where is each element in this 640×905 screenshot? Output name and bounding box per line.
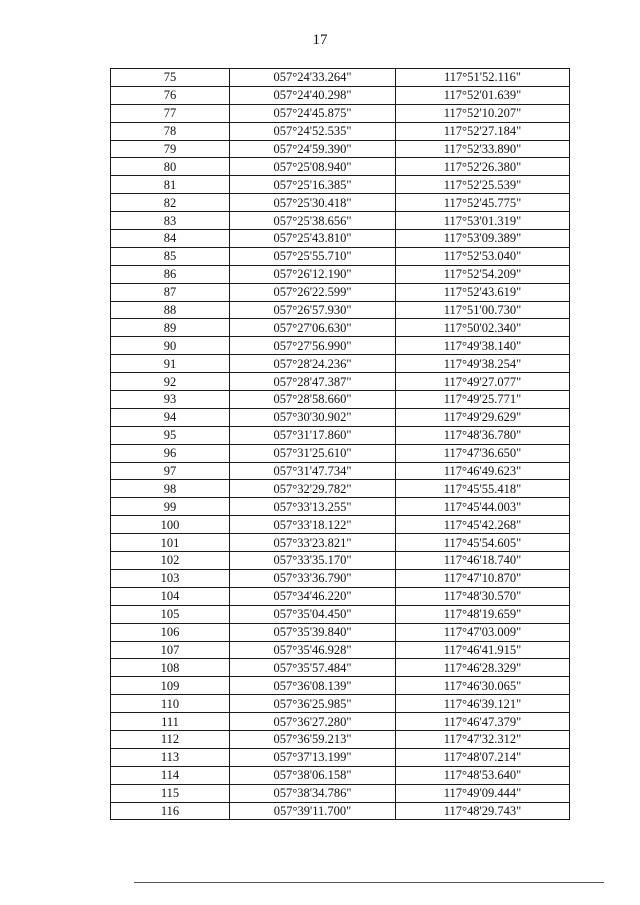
table-row (111, 480, 570, 498)
coordinate-x-cell: 057°38'34.786" (230, 784, 396, 802)
table-row (111, 283, 570, 301)
coordinate-x-cell: 057°32'29.782" (230, 480, 396, 498)
coordinate-x-cell: 057°38'06.158" (230, 766, 396, 784)
table-row (111, 784, 570, 802)
table-row (111, 373, 570, 391)
point-number-cell: 80 (111, 158, 230, 176)
table-row (111, 265, 570, 283)
coordinate-x-cell: 057°36'08.139" (230, 677, 396, 695)
point-number-cell: 99 (111, 498, 230, 516)
point-number-cell: 84 (111, 230, 230, 248)
coordinate-x-cell: 057°27'56.990" (230, 337, 396, 355)
coordinate-y-cell: 117°45'54.605" (396, 534, 570, 552)
coordinate-y-cell: 117°49'38.140" (396, 337, 570, 355)
point-number-cell: 98 (111, 480, 230, 498)
coordinate-x-cell: 057°31'17.860" (230, 426, 396, 444)
point-number-cell: 81 (111, 176, 230, 194)
coordinate-x-cell: 057°26'22.599" (230, 283, 396, 301)
coordinate-y-cell: 117°45'55.418" (396, 480, 570, 498)
coordinate-y-cell: 117°47'03.009" (396, 623, 570, 641)
table-row (111, 391, 570, 409)
point-number-cell: 116 (111, 802, 230, 820)
point-number-cell: 95 (111, 426, 230, 444)
table-row (111, 623, 570, 641)
coordinate-y-cell: 117°46'47.379" (396, 713, 570, 731)
coordinate-y-cell: 117°51'00.730" (396, 301, 570, 319)
table-row (111, 516, 570, 534)
coordinate-x-cell: 057°24'59.390" (230, 140, 396, 158)
coordinate-x-cell: 057°25'08.940" (230, 158, 396, 176)
coordinate-x-cell: 057°35'57.484" (230, 659, 396, 677)
point-number-cell: 102 (111, 552, 230, 570)
table-row (111, 552, 570, 570)
coordinate-x-cell: 057°31'25.610" (230, 444, 396, 462)
table-row (111, 659, 570, 677)
point-number-cell: 97 (111, 462, 230, 480)
point-number-cell: 101 (111, 534, 230, 552)
coordinate-y-cell: 117°46'28.329" (396, 659, 570, 677)
coordinate-x-cell: 057°24'40.298" (230, 86, 396, 104)
coordinate-y-cell: 117°48'29.743" (396, 802, 570, 820)
coordinate-x-cell: 057°26'57.930" (230, 301, 396, 319)
table-row (111, 444, 570, 462)
point-number-cell: 114 (111, 766, 230, 784)
table-row (111, 69, 570, 87)
table-row (111, 158, 570, 176)
point-number-cell: 104 (111, 587, 230, 605)
point-number-cell: 110 (111, 695, 230, 713)
coordinate-y-cell: 117°52'26.380" (396, 158, 570, 176)
table-row (111, 426, 570, 444)
coordinate-y-cell: 117°46'41.915" (396, 641, 570, 659)
coordinate-x-cell: 057°26'12.190" (230, 265, 396, 283)
point-number-cell: 94 (111, 408, 230, 426)
point-number-cell: 108 (111, 659, 230, 677)
coordinate-x-cell: 057°30'30.902" (230, 408, 396, 426)
point-number-cell: 113 (111, 748, 230, 766)
coordinate-y-cell: 117°48'19.659" (396, 605, 570, 623)
table-row (111, 802, 570, 820)
coordinate-x-cell: 057°35'46.928" (230, 641, 396, 659)
coordinate-x-cell: 057°39'11.700" (230, 802, 396, 820)
point-number-cell: 92 (111, 373, 230, 391)
coordinates-table-body (111, 69, 570, 820)
coordinate-x-cell: 057°27'06.630" (230, 319, 396, 337)
coordinate-x-cell: 057°24'45.875" (230, 104, 396, 122)
table-row (111, 337, 570, 355)
table-row (111, 355, 570, 373)
point-number-cell: 91 (111, 355, 230, 373)
coordinate-y-cell: 117°48'07.214" (396, 748, 570, 766)
coordinate-y-cell: 117°49'25.771" (396, 391, 570, 409)
coordinate-x-cell: 057°24'33.264" (230, 69, 396, 87)
table-row (111, 730, 570, 748)
coordinate-x-cell: 057°33'13.255" (230, 498, 396, 516)
table-row (111, 86, 570, 104)
point-number-cell: 87 (111, 283, 230, 301)
coordinates-table (110, 68, 570, 820)
table-row (111, 605, 570, 623)
coordinate-x-cell: 057°35'04.450" (230, 605, 396, 623)
coordinate-x-cell: 057°28'47.387" (230, 373, 396, 391)
coordinate-y-cell: 117°52'10.207" (396, 104, 570, 122)
bottom-divider (134, 882, 604, 883)
coordinate-x-cell: 057°24'52.535" (230, 122, 396, 140)
coordinate-y-cell: 117°52'01.639" (396, 86, 570, 104)
point-number-cell: 107 (111, 641, 230, 659)
coordinate-y-cell: 117°47'10.870" (396, 569, 570, 587)
coordinate-x-cell: 057°28'24.236" (230, 355, 396, 373)
point-number-cell: 105 (111, 605, 230, 623)
table-row (111, 748, 570, 766)
coordinate-x-cell: 057°36'27.280" (230, 713, 396, 731)
coordinate-y-cell: 117°52'53.040" (396, 247, 570, 265)
coordinate-y-cell: 117°47'36.650" (396, 444, 570, 462)
table-row (111, 194, 570, 212)
coordinate-x-cell: 057°31'47.734" (230, 462, 396, 480)
table-row (111, 713, 570, 731)
coordinate-x-cell: 057°37'13.199" (230, 748, 396, 766)
table-row (111, 569, 570, 587)
table-row (111, 408, 570, 426)
coordinate-y-cell: 117°46'39.121" (396, 695, 570, 713)
coordinate-x-cell: 057°34'46.220" (230, 587, 396, 605)
coordinate-y-cell: 117°52'27.184" (396, 122, 570, 140)
coordinate-y-cell: 117°52'43.619" (396, 283, 570, 301)
point-number-cell: 75 (111, 69, 230, 87)
coordinate-y-cell: 117°52'25.539" (396, 176, 570, 194)
coordinate-y-cell: 117°49'29.629" (396, 408, 570, 426)
coordinate-y-cell: 117°49'27.077" (396, 373, 570, 391)
page-number: 17 (312, 32, 328, 48)
coordinate-x-cell: 057°33'36.790" (230, 569, 396, 587)
point-number-cell: 109 (111, 677, 230, 695)
coordinate-x-cell: 057°25'38.656" (230, 212, 396, 230)
table-row (111, 534, 570, 552)
coordinate-y-cell: 117°50'02.340" (396, 319, 570, 337)
coordinate-y-cell: 117°47'32.312" (396, 730, 570, 748)
coordinate-x-cell: 057°36'59.213" (230, 730, 396, 748)
coordinate-x-cell: 057°35'39.840" (230, 623, 396, 641)
table-row (111, 641, 570, 659)
coordinate-y-cell: 117°53'09.389" (396, 230, 570, 248)
coordinate-x-cell: 057°33'35.170" (230, 552, 396, 570)
coordinate-x-cell: 057°25'16.385" (230, 176, 396, 194)
point-number-cell: 79 (111, 140, 230, 158)
point-number-cell: 88 (111, 301, 230, 319)
coordinate-y-cell: 117°49'38.254" (396, 355, 570, 373)
coordinate-y-cell: 117°48'53.640" (396, 766, 570, 784)
coordinate-y-cell: 117°45'42.268" (396, 516, 570, 534)
coordinate-y-cell: 117°45'44.003" (396, 498, 570, 516)
point-number-cell: 77 (111, 104, 230, 122)
table-row (111, 677, 570, 695)
table-row (111, 498, 570, 516)
table-row (111, 462, 570, 480)
table-row (111, 230, 570, 248)
coordinate-y-cell: 117°46'49.623" (396, 462, 570, 480)
coordinate-x-cell: 057°28'58.660" (230, 391, 396, 409)
point-number-cell: 96 (111, 444, 230, 462)
table-row (111, 247, 570, 265)
point-number-cell: 111 (111, 713, 230, 731)
table-row (111, 212, 570, 230)
coordinate-x-cell: 057°25'55.710" (230, 247, 396, 265)
coordinate-y-cell: 117°48'36.780" (396, 426, 570, 444)
point-number-cell: 83 (111, 212, 230, 230)
point-number-cell: 82 (111, 194, 230, 212)
table-row (111, 766, 570, 784)
coordinate-y-cell: 117°52'33.890" (396, 140, 570, 158)
point-number-cell: 76 (111, 86, 230, 104)
table-row (111, 695, 570, 713)
table-row (111, 122, 570, 140)
point-number-cell: 112 (111, 730, 230, 748)
point-number-cell: 89 (111, 319, 230, 337)
point-number-cell: 115 (111, 784, 230, 802)
coordinate-x-cell: 057°25'30.418" (230, 194, 396, 212)
coordinate-x-cell: 057°33'23.821" (230, 534, 396, 552)
coordinate-x-cell: 057°36'25.985" (230, 695, 396, 713)
coordinate-x-cell: 057°33'18.122" (230, 516, 396, 534)
table-row (111, 176, 570, 194)
table-row (111, 587, 570, 605)
coordinate-y-cell: 117°46'18.740" (396, 552, 570, 570)
point-number-cell: 90 (111, 337, 230, 355)
table-row (111, 140, 570, 158)
coordinate-y-cell: 117°46'30.065" (396, 677, 570, 695)
coordinate-y-cell: 117°53'01.319" (396, 212, 570, 230)
point-number-cell: 103 (111, 569, 230, 587)
point-number-cell: 86 (111, 265, 230, 283)
table-row (111, 319, 570, 337)
coordinate-y-cell: 117°48'30.570" (396, 587, 570, 605)
point-number-cell: 106 (111, 623, 230, 641)
coordinate-y-cell: 117°52'45.775" (396, 194, 570, 212)
point-number-cell: 100 (111, 516, 230, 534)
point-number-cell: 93 (111, 391, 230, 409)
table-row (111, 104, 570, 122)
coordinate-y-cell: 117°49'09.444" (396, 784, 570, 802)
coordinate-x-cell: 057°25'43.810" (230, 230, 396, 248)
coordinate-y-cell: 117°51'52.116" (396, 69, 570, 87)
coordinate-y-cell: 117°52'54.209" (396, 265, 570, 283)
point-number-cell: 85 (111, 247, 230, 265)
table-row (111, 301, 570, 319)
point-number-cell: 78 (111, 122, 230, 140)
